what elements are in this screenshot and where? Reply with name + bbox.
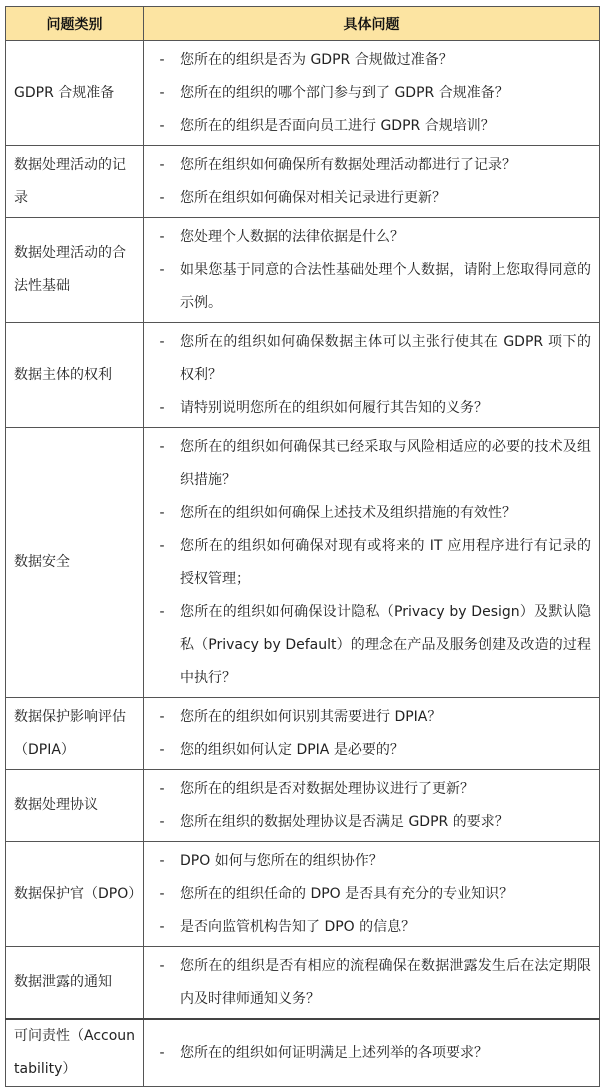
question-category: 数据处理活动的记录 (6, 146, 144, 218)
question-text: 您所在的组织是否对数据处理协议进行了更新？ (180, 781, 474, 797)
table-row (6, 41, 600, 146)
question-item (144, 950, 599, 1016)
question-list (144, 428, 600, 698)
bullet-dash-icon: - (159, 52, 165, 68)
bullet-dash-icon: - (159, 853, 165, 869)
gdpr-question-table (5, 6, 600, 1087)
question-list (144, 842, 600, 947)
question-list (144, 41, 600, 146)
table-body (6, 41, 600, 1087)
table-row (6, 698, 600, 770)
bullet-dash-icon: - (159, 157, 165, 173)
question-text: 请特别说明您所在的组织如何履行其告知的义务？ (180, 400, 488, 416)
question-text: 您所在的组织的哪个部门参与到了 GDPR 合规准备？ (180, 85, 509, 101)
table-row (6, 842, 600, 947)
question-text: 您所在组织如何确保对相关记录进行更新？ (180, 190, 446, 206)
bullet-dash-icon: - (159, 538, 165, 554)
table-row (6, 218, 600, 323)
question-item (144, 845, 599, 878)
question-item (144, 497, 599, 530)
question-category: 数据处理活动的合法性基础 (6, 218, 144, 323)
bullet-dash-icon: - (159, 85, 165, 101)
table-row (6, 146, 600, 218)
question-text: 您所在组织如何确保所有数据处理活动都进行了记录？ (180, 157, 516, 173)
question-item (144, 392, 599, 425)
question-item (144, 734, 599, 767)
bullet-dash-icon: - (159, 709, 165, 725)
question-item (144, 596, 599, 695)
question-text: 您所在的组织是否为 GDPR 合规做过准备？ (180, 52, 453, 68)
table-row (6, 770, 600, 842)
question-item (144, 806, 599, 839)
question-text: 您所在组织的数据处理协议是否满足 GDPR 的要求？ (180, 814, 509, 830)
bullet-dash-icon: - (159, 439, 165, 455)
question-item (144, 911, 599, 944)
question-text: 您所在的组织如何确保上述技术及组织措施的有效性？ (180, 505, 516, 521)
question-item (144, 326, 599, 392)
bullet-dash-icon: - (159, 886, 165, 902)
bullet-dash-icon: - (159, 742, 165, 758)
question-text: 您所在的组织是否有相应的流程确保在数据泄露发生后在法定期限内及时律师通知义务？ (180, 958, 591, 1007)
question-category: 可问责性（Accountability） (6, 1019, 144, 1087)
header-questions: 具体问题 (144, 7, 600, 41)
question-category: 数据主体的权利 (6, 323, 144, 428)
question-list (144, 770, 600, 842)
table-row (6, 428, 600, 698)
question-list (144, 1019, 600, 1087)
bullet-dash-icon: - (159, 505, 165, 521)
question-item (144, 149, 599, 182)
question-item (144, 1037, 599, 1070)
bullet-dash-icon: - (159, 604, 165, 620)
question-text: 您所在的组织如何证明满足上述列举的各项要求？ (180, 1045, 488, 1061)
question-list (144, 218, 600, 323)
question-item (144, 701, 599, 734)
bullet-dash-icon: - (159, 400, 165, 416)
question-item (144, 254, 599, 320)
question-text: 您的组织如何认定 DPIA 是必要的？ (180, 742, 404, 758)
question-text: 您所在的组织如何确保设计隐私（Privacy by Design）及默认隐私（Privacy by Default）的理念在产品及服务创建及改造的过程中执行？ (180, 604, 591, 686)
bullet-dash-icon: - (159, 919, 165, 935)
question-item (144, 77, 599, 110)
bullet-dash-icon: - (159, 190, 165, 206)
bullet-dash-icon: - (159, 1045, 165, 1061)
question-text: 您所在的组织如何识别其需要进行 DPIA？ (180, 709, 442, 725)
question-text: 是否向监管机构告知了 DPO 的信息？ (180, 919, 416, 935)
question-list (144, 947, 600, 1020)
question-list (144, 698, 600, 770)
bullet-dash-icon: - (159, 262, 165, 278)
table-row (6, 1019, 600, 1087)
question-text: 您所在的组织如何确保对现有或将来的 IT 应用程序进行有记录的授权管理； (180, 538, 591, 587)
question-item (144, 110, 599, 143)
question-text: 您所在的组织如何确保其已经采取与风险相适应的必要的技术及组织措施？ (180, 439, 591, 488)
question-list (144, 146, 600, 218)
table-header-row (6, 7, 600, 41)
question-category: GDPR 合规准备 (6, 41, 144, 146)
question-category: 数据保护官（DPO） (6, 842, 144, 947)
bullet-dash-icon: - (159, 814, 165, 830)
bullet-dash-icon: - (159, 958, 165, 974)
question-text: 您所在的组织如何确保数据主体可以主张行使其在 GDPR 项下的权利？ (180, 334, 591, 383)
question-list (144, 323, 600, 428)
bullet-dash-icon: - (159, 229, 165, 245)
question-item (144, 773, 599, 806)
question-text: 您所在的组织是否面向员工进行 GDPR 合规培训？ (180, 118, 495, 134)
question-text: DPO 如何与您所在的组织协作？ (180, 853, 383, 869)
table-row (6, 323, 600, 428)
question-text: 如果您基于同意的合法性基础处理个人数据，请附上您取得同意的示例。 (180, 262, 591, 311)
header-category: 问题类别 (6, 7, 144, 41)
question-item (144, 530, 599, 596)
question-item (144, 221, 599, 254)
question-item (144, 431, 599, 497)
question-category: 数据保护影响评估（DPIA） (6, 698, 144, 770)
table-row (6, 947, 600, 1020)
question-category: 数据安全 (6, 428, 144, 698)
bullet-dash-icon: - (159, 118, 165, 134)
question-category: 数据泄露的通知 (6, 947, 144, 1020)
question-text: 您处理个人数据的法律依据是什么？ (180, 229, 404, 245)
question-text: 您所在的组织任命的 DPO 是否具有充分的专业知识？ (180, 886, 514, 902)
question-item (144, 182, 599, 215)
bullet-dash-icon: - (159, 334, 165, 350)
question-item (144, 878, 599, 911)
question-item (144, 44, 599, 77)
bullet-dash-icon: - (159, 781, 165, 797)
question-category: 数据处理协议 (6, 770, 144, 842)
